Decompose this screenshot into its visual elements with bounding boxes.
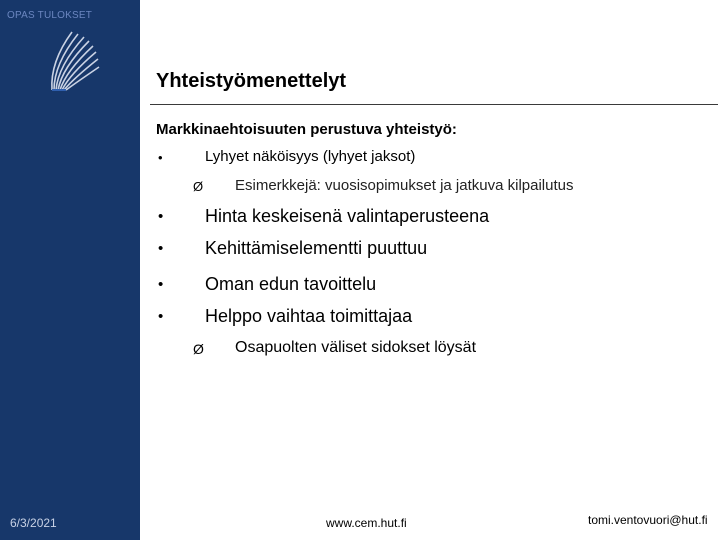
- list-item: Helppo vaihtaa toimittajaa: [205, 306, 413, 326]
- title-divider: [150, 104, 718, 105]
- footer-url: www.cem.hut.fi: [326, 516, 407, 530]
- bullet-icon: •: [158, 150, 163, 165]
- bullet-icon: •: [158, 308, 164, 325]
- list-item: Lyhyet näköisyys (lyhyet jaksot): [205, 148, 416, 165]
- list-item: Hinta keskeisenä valintaperusteena: [205, 206, 490, 226]
- sub-list-item: Osapuolten väliset sidokset löysät: [235, 339, 477, 356]
- sidebar-label: OPAS TULOKSET: [7, 10, 93, 21]
- slide-date: 6/3/2021: [10, 516, 57, 530]
- slide-title: Yhteistyömenettelyt: [156, 70, 347, 92]
- list-item: Oman edun tavoittelu: [205, 274, 377, 294]
- bullet-icon: •: [158, 240, 164, 257]
- arrow-bullet-icon: Ø: [193, 179, 204, 194]
- bullet-icon: •: [158, 276, 164, 293]
- sub-list-item: Esimerkkejä: vuosisopimukset ja jatkuva kilpailutus: [235, 177, 574, 194]
- bullet-icon: •: [158, 208, 164, 225]
- sidebar-panel: [0, 0, 140, 540]
- hut-fan-logo-icon: [44, 26, 102, 94]
- list-item: Kehittämiselementti puuttuu: [205, 238, 428, 258]
- footer-email: tomi.ventovuori@hut.fi: [588, 513, 708, 527]
- arrow-bullet-icon: Ø: [193, 341, 204, 357]
- slide-subtitle: Markkinaehtoisuuten perustuva yhteistyö:: [156, 121, 457, 138]
